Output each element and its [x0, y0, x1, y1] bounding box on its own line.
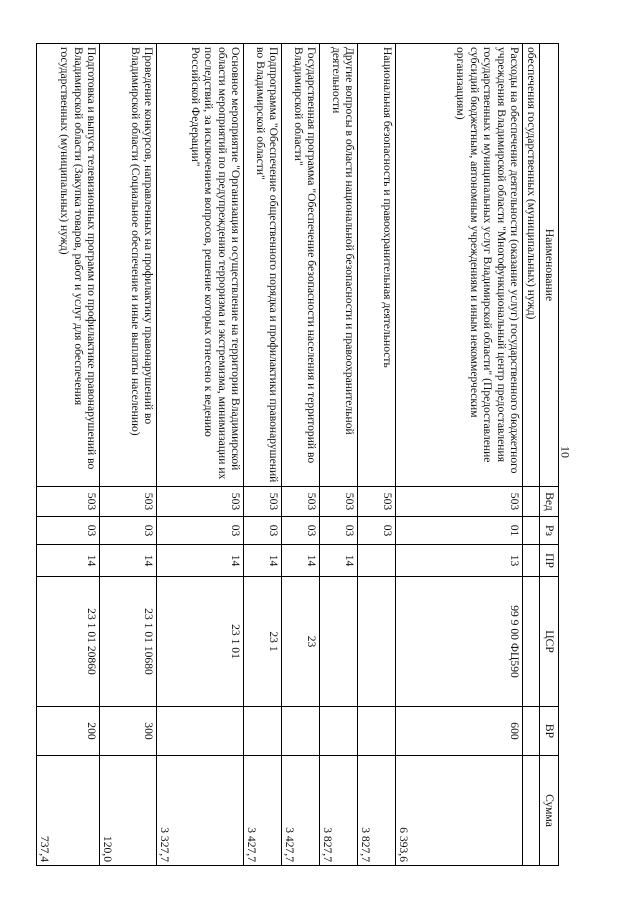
- table-row: [157, 44, 244, 866]
- cell-name: Основное мероприятие "Организация и осуществление на территории Владимирской области мероприятий по предупреждению терроризма и экстремизма, минимизации их последствий, за исключением вопросов, решение которых отнесено к ведению Российской Федерации": [157, 44, 244, 487]
- cell-csr: 23 1 01 10680: [100, 577, 157, 707]
- cell-csr: 23 1 01 20860: [37, 577, 100, 707]
- cell-rz: 03: [244, 517, 282, 545]
- cell-ved: 503: [320, 487, 358, 517]
- cell-pr: 14: [37, 545, 100, 577]
- cell-ved: 503: [157, 487, 244, 517]
- table-row: [244, 44, 282, 866]
- table-row: [320, 44, 358, 866]
- table-row: [523, 44, 540, 866]
- cell-sum: 3 327,7: [157, 756, 244, 866]
- cell-pr: [358, 545, 396, 577]
- cell-rz: 03: [100, 517, 157, 545]
- cell-ved: 503: [396, 487, 523, 517]
- table-row: [282, 44, 320, 866]
- cell-ved: 503: [358, 487, 396, 517]
- cell-ved: 503: [244, 487, 282, 517]
- budget-table: [36, 43, 559, 866]
- cell-sum: 3 427,7: [244, 756, 282, 866]
- header-ved: Вед: [540, 487, 559, 517]
- cell-csr: [358, 577, 396, 707]
- cell-rz: 01: [396, 517, 523, 545]
- cell-vr: [282, 707, 320, 756]
- cell-name: Проведение конкурсов, направленных на профилактику правонарушений во Владимирской области (Социальное обеспечение и иные выплаты населению): [100, 44, 157, 487]
- cell-csr: 23: [282, 577, 320, 707]
- cell-csr: 99 9 00 ФЦ590: [396, 577, 523, 707]
- cell-name: Подготовка и выпуск телевизионных программ по профилактике правонарушений во Владимирской области (Закупка товаров, работ и услуг для обеспечения государственных (муниципальных) нужд): [37, 44, 100, 487]
- cell-pr: 14: [320, 545, 358, 577]
- cell-name: Подпрограмма "Обеспечение общественного порядка и профилактики правонарушений во Владимирской области": [244, 44, 282, 487]
- cell-sum: 737,4: [37, 756, 100, 866]
- cell-pr: [523, 545, 540, 577]
- header-rz: Рз: [540, 517, 559, 545]
- cell-sum: 3 827,7: [320, 756, 358, 866]
- cell-csr: 23 1 01: [157, 577, 244, 707]
- cell-pr: 14: [157, 545, 244, 577]
- cell-vr: [358, 707, 396, 756]
- page-number: 10: [558, 446, 573, 458]
- cell-name: обеспечения государственных (муниципальных) нужд): [523, 44, 540, 487]
- cell-name: Национальная безопасность и правоохранительная деятельность: [358, 44, 396, 487]
- cell-ved: 503: [37, 487, 100, 517]
- cell-sum: 120,0: [100, 756, 157, 866]
- cell-vr: 200: [37, 707, 100, 756]
- cell-rz: 03: [37, 517, 100, 545]
- rotated-table-frame: [40, 43, 559, 865]
- cell-name: Государственная программа "Обеспечение безопасности населения и территорий во Владимирской области": [282, 44, 320, 487]
- cell-sum: 6 393,6: [396, 756, 523, 866]
- cell-csr: 23 1: [244, 577, 282, 707]
- cell-pr: 13: [396, 545, 523, 577]
- cell-rz: [523, 517, 540, 545]
- table-row: [37, 44, 100, 866]
- budget-table-sheet: [40, 43, 559, 865]
- cell-vr: [523, 707, 540, 756]
- header-csr: ЦСР: [540, 577, 559, 707]
- cell-csr: [320, 577, 358, 707]
- cell-csr: [523, 577, 540, 707]
- cell-vr: 600: [396, 707, 523, 756]
- header-vr: ВР: [540, 707, 559, 756]
- cell-rz: 03: [358, 517, 396, 545]
- cell-sum: 3 827,7: [358, 756, 396, 866]
- cell-sum: [523, 756, 540, 866]
- cell-ved: 503: [100, 487, 157, 517]
- cell-name: Другие вопросы в области национальной безопасности и правоохранительной деятельности: [320, 44, 358, 487]
- cell-pr: 14: [282, 545, 320, 577]
- cell-rz: 03: [282, 517, 320, 545]
- cell-pr: 14: [244, 545, 282, 577]
- table-header-row: [540, 44, 559, 866]
- header-name: Наименование: [540, 44, 559, 487]
- cell-vr: [244, 707, 282, 756]
- header-pr: ПР: [540, 545, 559, 577]
- cell-rz: 03: [320, 517, 358, 545]
- cell-vr: [157, 707, 244, 756]
- header-sum: Сумма: [540, 756, 559, 866]
- table-row: [358, 44, 396, 866]
- cell-rz: 03: [157, 517, 244, 545]
- cell-vr: 300: [100, 707, 157, 756]
- cell-ved: [523, 487, 540, 517]
- table-row: [396, 44, 523, 866]
- cell-vr: [320, 707, 358, 756]
- cell-sum: 3 427,7: [282, 756, 320, 866]
- cell-pr: 14: [100, 545, 157, 577]
- cell-name: Расходы на обеспечение деятельности (оказание услуг) государственного бюджетного учреждения Владимирской области "Многофункциональный центр предоставления государственных и муниципальных услуг Владимирской области" (Предоставление субсидий бюджетным, автономным учреждениям и иным некоммерческим организациям): [396, 44, 523, 487]
- table-row: [100, 44, 157, 866]
- cell-ved: 503: [282, 487, 320, 517]
